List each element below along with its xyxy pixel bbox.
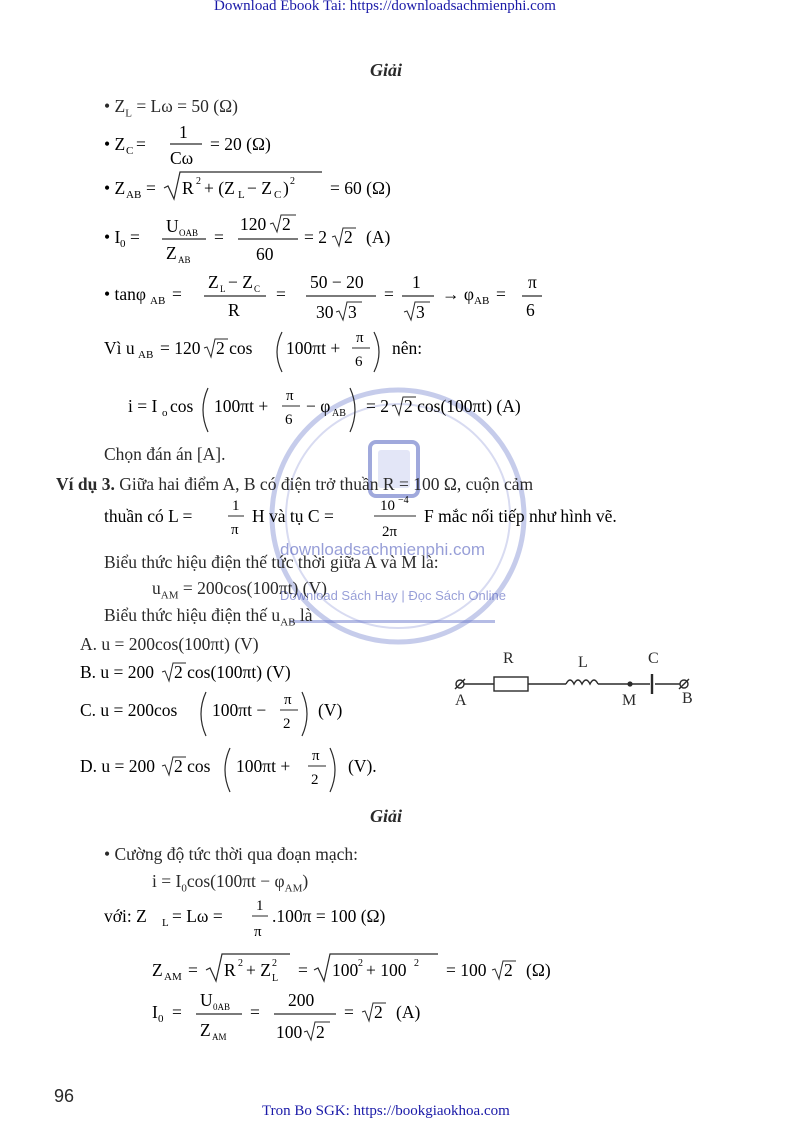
svg-text:2: 2 bbox=[290, 176, 295, 187]
svg-text:π: π bbox=[254, 924, 262, 940]
svg-text:C: C bbox=[274, 189, 282, 201]
example3-line5: Biểu thức hiệu điện thế $u_{AB}$ là bbox=[104, 605, 313, 629]
svg-text:2: 2 bbox=[238, 958, 243, 969]
example3-label: Ví dụ 3. bbox=[56, 474, 115, 494]
svg-text:• Z: • Z bbox=[104, 178, 126, 198]
terminal-a-icon bbox=[455, 679, 465, 689]
svg-text:0AB: 0AB bbox=[213, 1002, 231, 1012]
svg-text:2: 2 bbox=[504, 960, 513, 980]
svg-text:3: 3 bbox=[348, 302, 357, 322]
svg-text:2 cos: 2 cos bbox=[216, 338, 253, 358]
example3-text1: Giữa hai điểm A, B có điện trở thuần R = 100 Ω, cuộn cảm bbox=[119, 474, 534, 494]
svg-text:+ 100: + 100 bbox=[366, 960, 407, 980]
svg-text:100: 100 bbox=[332, 960, 359, 980]
footer-link[interactable]: Tron Bo SGK: https://bookgiaokhoa.com bbox=[262, 1103, 510, 1119]
solution-heading: Giải bbox=[370, 60, 403, 80]
svg-text:6: 6 bbox=[526, 300, 535, 320]
svg-text:AM: AM bbox=[212, 1032, 227, 1042]
solution2-line3 bbox=[104, 896, 434, 951]
solution2-line1: • Cường độ tức thời qua đoạn mạch: bbox=[104, 844, 359, 864]
svg-text:2 cos(100πt) (A): 2 cos(100πt) (A) bbox=[404, 396, 521, 416]
svg-text:C: C bbox=[126, 145, 134, 157]
svg-text:π: π bbox=[356, 330, 364, 346]
svg-text:AB: AB bbox=[178, 255, 191, 265]
i0-formula bbox=[104, 210, 424, 271]
svg-text:với: Z: với: Z bbox=[104, 906, 147, 926]
svg-text:2 cos: 2 cos bbox=[174, 756, 211, 776]
svg-text:(V): (V) bbox=[318, 700, 343, 720]
inductor-icon bbox=[566, 680, 598, 684]
vi-line bbox=[104, 326, 464, 383]
svg-text:): ) bbox=[283, 178, 289, 198]
svg-text:U: U bbox=[166, 216, 179, 236]
svg-text:2: 2 bbox=[414, 958, 419, 969]
svg-text:(A): (A) bbox=[366, 227, 391, 247]
svg-text:o: o bbox=[162, 407, 168, 419]
svg-text:=: = bbox=[172, 284, 182, 304]
svg-text:=: = bbox=[136, 134, 146, 154]
svg-text:OAB: OAB bbox=[179, 228, 199, 238]
svg-text:1: 1 bbox=[232, 498, 240, 514]
circuit-label-a: A bbox=[455, 692, 467, 709]
svg-text:cos: cos bbox=[170, 396, 194, 416]
svg-text:6: 6 bbox=[355, 354, 363, 370]
svg-text:π: π bbox=[286, 388, 294, 404]
page-number: 96 bbox=[54, 1086, 75, 1106]
svg-text:2: 2 bbox=[316, 1022, 325, 1042]
svg-text:− Z: − Z bbox=[228, 272, 253, 292]
svg-text:nên:: nên: bbox=[392, 338, 423, 358]
circuit-label-m: M bbox=[622, 692, 637, 709]
example3-line3: Biểu thức hiệu điện thế tức thời giữa A và M là: bbox=[104, 552, 439, 572]
svg-text:R: R bbox=[182, 178, 194, 198]
svg-text:2: 2 bbox=[311, 772, 319, 788]
svg-text:2π: 2π bbox=[382, 524, 398, 540]
svg-text:(Ω): (Ω) bbox=[526, 960, 551, 980]
svg-text:AB: AB bbox=[332, 408, 346, 419]
svg-text:Z: Z bbox=[166, 243, 177, 263]
svg-text:C. u = 200cos: C. u = 200cos bbox=[80, 700, 178, 720]
terminal-b-icon bbox=[679, 679, 689, 689]
svg-text:• tanφ: • tanφ bbox=[104, 284, 146, 304]
solution2-line2: $i = I_0\cos(100\pi t - \varphi_{AM})$ bbox=[152, 871, 309, 895]
svg-text:AB: AB bbox=[150, 295, 166, 307]
svg-text:2: 2 bbox=[374, 1002, 383, 1022]
watermark-site: downloadsachmienphi.com bbox=[280, 540, 486, 559]
svg-text:R: R bbox=[228, 300, 240, 320]
svg-text:= 100: = 100 bbox=[446, 960, 487, 980]
svg-text:I: I bbox=[152, 1002, 158, 1022]
svg-text:−4: −4 bbox=[398, 496, 409, 506]
svg-text:L: L bbox=[220, 284, 226, 294]
svg-text:+ (Z: + (Z bbox=[204, 178, 235, 198]
svg-text:AB: AB bbox=[474, 295, 490, 307]
svg-text:2: 2 bbox=[344, 227, 353, 247]
svg-text:Z: Z bbox=[208, 272, 219, 292]
svg-text:D. u = 200: D. u = 200 bbox=[80, 756, 156, 776]
svg-text:i = I: i = I bbox=[128, 396, 158, 416]
svg-text:1: 1 bbox=[412, 272, 421, 292]
svg-text:(V).: (V). bbox=[348, 756, 377, 776]
svg-text:H và tụ C =: H và tụ C = bbox=[252, 506, 334, 526]
svg-text:AB: AB bbox=[126, 189, 142, 201]
svg-text:π: π bbox=[312, 748, 320, 764]
svg-text:U: U bbox=[200, 990, 213, 1010]
svg-text:= 2: = 2 bbox=[304, 227, 327, 247]
svg-text:=: = bbox=[130, 227, 140, 247]
svg-text:2: 2 bbox=[358, 958, 363, 969]
svg-text:F mắc nối tiếp như hình vẽ.: F mắc nối tiếp như hình vẽ. bbox=[424, 506, 617, 526]
svg-text:100πt −: 100πt − bbox=[212, 700, 267, 720]
svg-text:1: 1 bbox=[179, 122, 188, 142]
svg-text:π: π bbox=[528, 272, 537, 292]
svg-text:=: = bbox=[188, 960, 198, 980]
svg-text:=: = bbox=[276, 284, 286, 304]
svg-text:→ φ: → φ bbox=[442, 284, 474, 304]
svg-text:L: L bbox=[162, 917, 169, 929]
resistor-icon bbox=[494, 677, 528, 691]
svg-text:=: = bbox=[146, 178, 156, 198]
option-a: A. u = 200cos(100πt) (V) bbox=[80, 634, 259, 654]
svg-text:200: 200 bbox=[288, 990, 315, 1010]
zl-formula: • $Z_L = L\omega = 50$ (Ω) bbox=[104, 96, 238, 120]
svg-text:50 − 20: 50 − 20 bbox=[310, 272, 364, 292]
svg-text:1: 1 bbox=[256, 898, 264, 914]
watermark-tagline: Download Sách Hay | Đọc Sách Online bbox=[280, 588, 506, 603]
circuit-label-r: R bbox=[503, 650, 514, 667]
svg-text:=: = bbox=[172, 1002, 182, 1022]
svg-text:+ Z: + Z bbox=[246, 960, 271, 980]
circuit-label-b: B bbox=[682, 690, 693, 707]
svg-text:Z: Z bbox=[152, 960, 163, 980]
svg-text:B. u = 200: B. u = 200 bbox=[80, 662, 155, 682]
svg-text:=: = bbox=[344, 1002, 354, 1022]
svg-text:2: 2 bbox=[196, 176, 201, 187]
solution2-heading: Giải bbox=[370, 806, 403, 826]
option-c bbox=[80, 686, 380, 745]
svg-text:0: 0 bbox=[120, 238, 126, 250]
svg-text:100πt +: 100πt + bbox=[214, 396, 269, 416]
svg-text:100πt +: 100πt + bbox=[286, 338, 341, 358]
svg-text:L: L bbox=[238, 189, 245, 201]
svg-text:= 2: = 2 bbox=[366, 396, 389, 416]
svg-text:= 20 (Ω): = 20 (Ω) bbox=[210, 134, 271, 154]
svg-text:=: = bbox=[298, 960, 308, 980]
circuit-label-l: L bbox=[578, 654, 588, 671]
svg-text:AB: AB bbox=[138, 349, 154, 361]
tan-formula bbox=[104, 268, 554, 329]
svg-text:L: L bbox=[272, 973, 279, 984]
svg-text:= Lω =: = Lω = bbox=[172, 906, 223, 926]
svg-text:− Z: − Z bbox=[247, 178, 272, 198]
svg-text:(A): (A) bbox=[396, 1002, 421, 1022]
svg-text:2: 2 bbox=[272, 958, 277, 969]
solution2-line4 bbox=[152, 950, 582, 991]
watermark-bar bbox=[290, 620, 495, 623]
svg-text:= 60 (Ω): = 60 (Ω) bbox=[330, 178, 391, 198]
svg-text:• I: • I bbox=[104, 227, 121, 247]
svg-text:π: π bbox=[231, 522, 239, 538]
option-d bbox=[80, 742, 410, 801]
svg-text:10: 10 bbox=[380, 498, 395, 514]
svg-text:6: 6 bbox=[285, 412, 293, 428]
svg-text:30: 30 bbox=[316, 302, 334, 322]
example3-line2 bbox=[104, 496, 684, 549]
svg-text:=: = bbox=[384, 284, 394, 304]
i-line bbox=[128, 382, 568, 441]
zab-formula bbox=[104, 168, 424, 209]
svg-text:.100π = 100 (Ω): .100π = 100 (Ω) bbox=[272, 906, 386, 926]
svg-text:=: = bbox=[250, 1002, 260, 1022]
zc-formula bbox=[104, 120, 324, 175]
svg-text:0: 0 bbox=[158, 1013, 164, 1025]
svg-text:120: 120 bbox=[240, 214, 267, 234]
svg-text:thuần có L =: thuần có L = bbox=[104, 506, 193, 526]
svg-text:3: 3 bbox=[416, 302, 425, 322]
solution2-line5 bbox=[152, 986, 452, 1051]
svg-text:Cω: Cω bbox=[170, 148, 194, 168]
svg-text:AM: AM bbox=[164, 971, 182, 983]
svg-text:C: C bbox=[254, 284, 261, 294]
example3-line1 bbox=[56, 473, 533, 495]
svg-text:Z: Z bbox=[200, 1020, 211, 1040]
svg-text:− φ: − φ bbox=[306, 396, 331, 416]
svg-text:2 cos(100πt) (V): 2 cos(100πt) (V) bbox=[174, 662, 291, 682]
svg-text:60: 60 bbox=[256, 244, 274, 264]
answer-line: Chọn đán án [A]. bbox=[104, 444, 226, 464]
example3-line4: $u_{AM} = 200\cos(100\pi t)$ (V) bbox=[152, 578, 327, 602]
svg-text:=: = bbox=[214, 227, 224, 247]
svg-text:2: 2 bbox=[283, 716, 291, 732]
svg-text:2: 2 bbox=[282, 214, 291, 234]
svg-text:Vì u: Vì u bbox=[104, 338, 135, 358]
circuit-label-c: C bbox=[648, 650, 659, 667]
svg-text:100πt +: 100πt + bbox=[236, 756, 291, 776]
svg-text:= 120: = 120 bbox=[160, 338, 201, 358]
svg-text:π: π bbox=[284, 692, 292, 708]
svg-text:=: = bbox=[496, 284, 506, 304]
svg-text:• Z: • Z bbox=[104, 134, 126, 154]
svg-text:R: R bbox=[224, 960, 236, 980]
header-link[interactable]: Download Ebook Tai: https://downloadsachmienphi.com bbox=[214, 0, 556, 14]
svg-text:100: 100 bbox=[276, 1022, 303, 1042]
